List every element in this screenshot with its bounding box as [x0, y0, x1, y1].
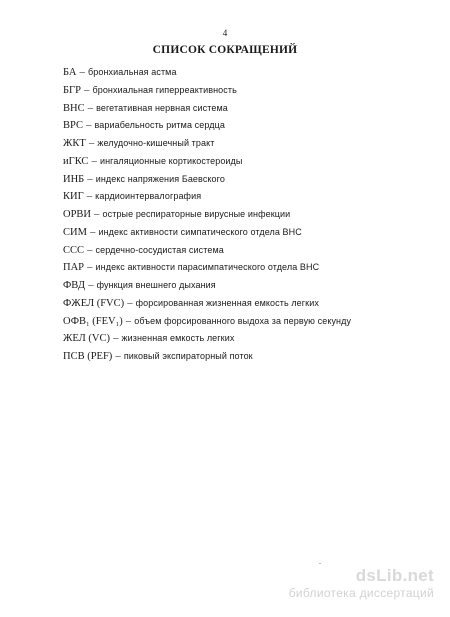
- definition: бронхиальная гиперреактивность: [92, 84, 237, 95]
- abbreviation: БГР: [63, 84, 81, 96]
- separator: –: [85, 102, 96, 114]
- definition: сердечно-сосудистая система: [95, 244, 224, 255]
- list-item: [63, 295, 351, 313]
- page-title: СПИСОК СОКРАЩЕНИЙ: [152, 44, 298, 56]
- abbreviation: ИНБ: [63, 173, 85, 185]
- definition: вариабельность ритма сердца: [94, 120, 225, 131]
- list-item: [63, 188, 351, 206]
- definition: функция внешнего дыхания: [96, 280, 216, 290]
- list-item: [63, 64, 351, 82]
- definition: ингаляционные кортикостероиды: [99, 155, 243, 166]
- definition: форсированная жизненная емкость легких: [135, 297, 319, 308]
- watermark-logo: dsLib.net: [355, 566, 434, 585]
- abbreviation: иГКС: [63, 155, 89, 167]
- page-number: 4: [222, 28, 228, 38]
- separator: –: [84, 262, 96, 274]
- abbreviation: СИМ: [63, 226, 87, 238]
- list-item: [63, 277, 351, 295]
- definition: желудочно-кишечный тракт: [97, 138, 215, 148]
- separator: –: [84, 191, 95, 203]
- abbreviation: ЖЕЛ (VC): [63, 333, 111, 345]
- watermark: [289, 566, 434, 601]
- separator: –: [110, 333, 122, 345]
- list-item: [63, 100, 351, 118]
- abbreviation: ФЖЕЛ (FVC): [63, 297, 125, 309]
- list-item: [63, 153, 351, 171]
- separator: –: [123, 315, 134, 327]
- definition: пиковый экспираторный поток: [123, 351, 253, 361]
- abbreviation: БА: [63, 67, 77, 78]
- definition: объем форсированного выдоха за первую секунду: [134, 315, 352, 326]
- list-item: [63, 206, 351, 224]
- definition: индекс активности симпатического отдела ВНС: [98, 226, 302, 237]
- scan-speck: [319, 563, 321, 564]
- separator: –: [91, 209, 103, 220]
- separator: –: [124, 297, 136, 309]
- definition: индекс активности парасимпатического отдела ВНС: [95, 262, 320, 273]
- abbreviation: ФВД: [63, 280, 86, 291]
- separator: –: [86, 138, 97, 149]
- list-item: [63, 242, 351, 260]
- abbreviation: ЖКТ: [63, 138, 86, 149]
- abbreviation: ОФВ₁ (FEV₁): [63, 315, 123, 327]
- definition: жизненная емкость легких: [121, 333, 235, 344]
- list-item: [63, 82, 351, 100]
- list-item: [63, 117, 351, 135]
- separator: –: [83, 120, 94, 132]
- definition: вегетативная нервная система: [96, 102, 228, 113]
- list-item: [63, 171, 351, 189]
- separator: –: [87, 226, 98, 238]
- abbreviation: ССС: [63, 244, 85, 256]
- list-item: [63, 330, 351, 348]
- definition: кардиоинтервалография: [95, 191, 202, 202]
- abbreviation-list: [63, 64, 351, 366]
- abbreviation: ПАР: [63, 262, 85, 274]
- abbreviation: ВРС: [63, 120, 83, 132]
- definition: бронхиальная астма: [87, 67, 177, 77]
- separator: –: [88, 155, 100, 167]
- abbreviation: ВНС: [63, 102, 85, 114]
- list-item: [63, 224, 351, 242]
- definition: острые респираторные вирусные инфекции: [102, 209, 291, 219]
- watermark-subtitle: библиотека диссертаций: [288, 586, 434, 600]
- list-item: [63, 348, 351, 366]
- separator: –: [112, 351, 124, 362]
- separator: –: [81, 84, 92, 96]
- abbreviation: ОРВИ: [63, 209, 92, 220]
- separator: –: [85, 280, 97, 291]
- separator: –: [84, 244, 96, 256]
- separator: –: [76, 67, 88, 78]
- separator: –: [84, 173, 96, 185]
- abbreviation: ПСВ (PEF): [63, 351, 113, 362]
- list-item: [63, 259, 351, 277]
- list-item: [63, 313, 351, 331]
- definition: индекс напряжения Баевского: [95, 173, 225, 184]
- abbreviation: КИГ: [63, 191, 84, 203]
- list-item: [63, 135, 351, 153]
